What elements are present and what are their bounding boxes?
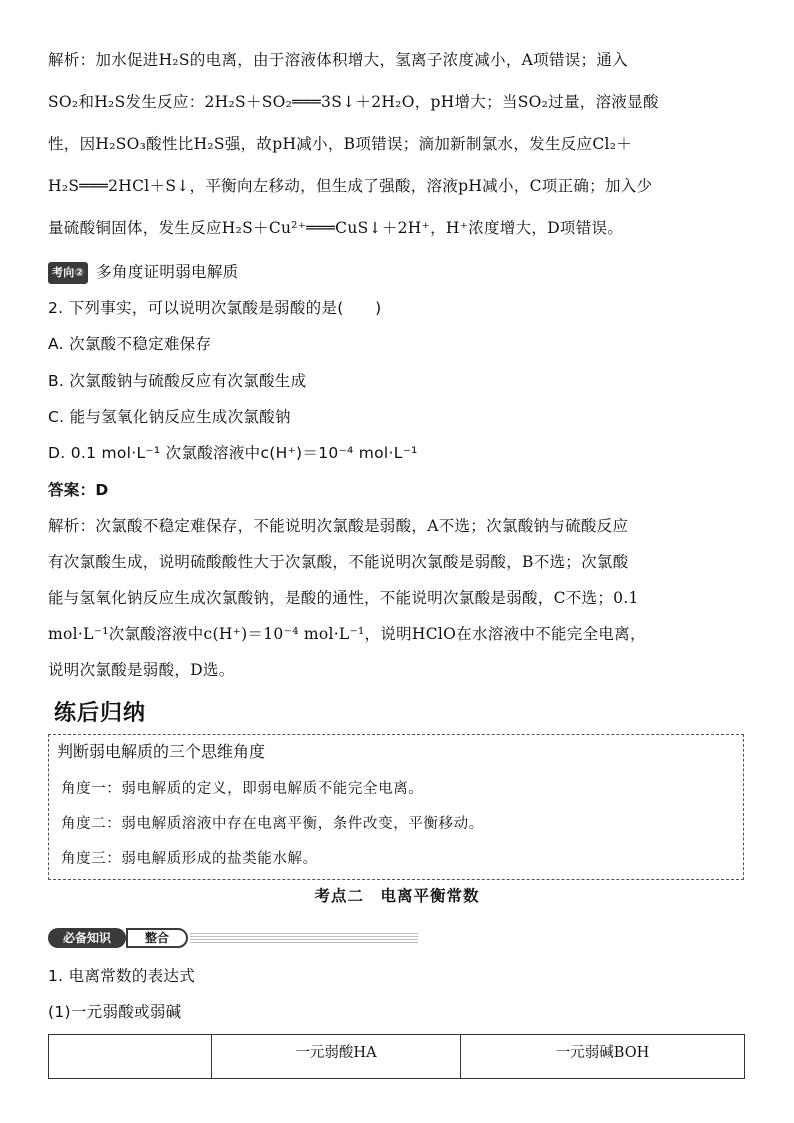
summary-box: [48, 734, 744, 880]
table-header-acid: 一元弱酸HA: [212, 1035, 461, 1079]
banner-right-label: 整合: [126, 928, 188, 948]
analysis2-line2: 有次氯酸生成，说明硫酸酸性大于次氯酸，不能说明次氯酸是弱酸，B不选；次氯酸: [48, 553, 629, 571]
angle-3: 角度三：弱电解质形成的盐类能水解。: [61, 851, 318, 867]
analysis1-line3: 性，因H₂SO₃酸性比H₂S强，故pH减小，B项错误；滴加新制氯水，发生反应Cl₂＋: [48, 135, 633, 153]
analysis1-line5: 量硫酸铜固体，发生反应H₂S＋Cu²⁺═══CuS↓＋2H⁺，H⁺浓度增大，D项错误。: [48, 219, 624, 237]
analysis2-line4: mol·L⁻¹次氯酸溶液中c(H⁺)＝10⁻⁴ mol·L⁻¹，说明HClO在水溶液中不能完全电离，: [48, 625, 646, 643]
analysis1-line1: 解析：加水促进H₂S的电离，由于溶液体积增大，氢离子浓度减小，A项错误；通入: [48, 51, 628, 69]
knowledge-banner: [48, 928, 378, 950]
analysis1-line2: SO₂和H₂S发生反应：2H₂S＋SO₂═══3S↓＋2H₂O，pH增大；当SO₂过量，溶液显酸: [48, 93, 659, 111]
summary-heading: 练后归纳: [54, 701, 147, 726]
kaoxiang-tag: 考向②: [48, 262, 88, 284]
item1-heading: 1. 电离常数的表达式: [48, 967, 196, 985]
option-b: B. 次氯酸钠与硫酸反应有次氯酸生成: [48, 372, 307, 390]
ionization-table: [48, 1034, 745, 1079]
angle-1: 角度一：弱电解质的定义，即弱电解质不能完全电离。: [61, 781, 424, 797]
option-c: C. 能与氢氧化钠反应生成次氯酸钠: [48, 408, 291, 426]
item1-sub: (1)一元弱酸或弱碱: [48, 1003, 182, 1021]
angle-2: 角度二：弱电解质溶液中存在电离平衡，条件改变，平衡移动。: [61, 816, 484, 832]
banner-stripes: [190, 933, 418, 945]
option-d: D. 0.1 mol·L⁻¹ 次氯酸溶液中c(H⁺)＝10⁻⁴ mol·L⁻¹: [48, 444, 418, 462]
banner-left-label: 必备知识: [48, 928, 126, 948]
analysis1-line4: H₂S═══2HCl＋S↓，平衡向左移动，但生成了强酸，溶液pH减小，C项正确；加入少: [48, 177, 653, 195]
section-title: 考点二 电离平衡常数: [314, 887, 480, 905]
analysis2-line1: 解析：次氯酸不稳定难保存，不能说明次氯酸是弱酸，A不选；次氯酸钠与硫酸反应: [48, 517, 629, 535]
question-stem: 2. 下列事实，可以说明次氯酸是弱酸的是( ): [48, 299, 382, 317]
option-a: A. 次氯酸不稳定难保存: [48, 335, 212, 353]
kaoxiang-heading: [48, 262, 748, 284]
analysis2-line3: 能与氢氧化钠反应生成次氯酸钠，是酸的通性，不能说明次氯酸是弱酸，C不选；0.1: [48, 589, 639, 607]
table-header-base: 一元弱碱BOH: [461, 1035, 745, 1079]
kaoxiang-title: 多角度证明弱电解质: [96, 263, 239, 281]
summary-box-title: 判断弱电解质的三个思维角度: [57, 742, 266, 761]
answer: 答案：D: [48, 481, 109, 499]
table-cell: [49, 1035, 212, 1079]
analysis2-line5: 说明次氯酸是弱酸，D选。: [48, 661, 235, 679]
table-row: [49, 1035, 745, 1079]
